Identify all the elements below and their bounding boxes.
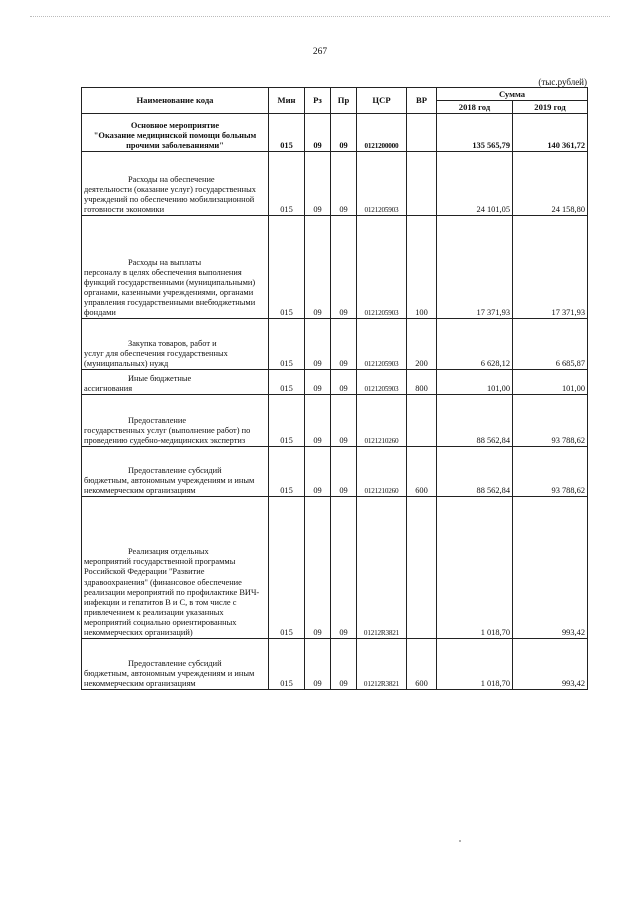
row-vr: 600	[407, 639, 437, 690]
row-pr: 09	[331, 152, 357, 216]
header-2019: 2019 год	[513, 101, 588, 114]
units-label: (тыс.рублей)	[538, 77, 587, 87]
header-min: Мин	[269, 88, 305, 114]
row-name	[82, 216, 269, 319]
row-name	[82, 370, 269, 395]
row-name-rest: бюджетным, автономным учреждениям и иным некоммерческим организациям	[84, 668, 255, 688]
budget-table	[81, 87, 588, 690]
row-pr: 09	[331, 216, 357, 319]
table-row	[82, 216, 588, 319]
row-name	[82, 497, 269, 639]
row-2018: 17 371,93	[437, 216, 513, 319]
table-row	[82, 395, 588, 447]
row-name	[82, 395, 269, 447]
row-2018: 1 018,70	[437, 639, 513, 690]
row-2018: 24 101,05	[437, 152, 513, 216]
row-rz: 09	[305, 447, 331, 497]
row-csr: 0121200000	[357, 114, 407, 152]
row-min: 015	[269, 370, 305, 395]
row-min: 015	[269, 447, 305, 497]
row-rz: 09	[305, 216, 331, 319]
row-name-rest: "Оказание медицинской помощи больным прочими заболеваниями"	[93, 130, 257, 150]
row-vr	[407, 152, 437, 216]
row-csr: 0121205903	[357, 152, 407, 216]
page-number: 267	[312, 47, 328, 57]
row-name	[82, 114, 269, 152]
row-2019: 993,42	[513, 639, 588, 690]
row-2019: 993,42	[513, 497, 588, 639]
row-name	[82, 152, 269, 216]
row-pr: 09	[331, 319, 357, 370]
row-2019: 6 685,87	[513, 319, 588, 370]
row-pr: 09	[331, 395, 357, 447]
row-2019: 24 158,80	[513, 152, 588, 216]
table-row	[82, 370, 588, 395]
row-name-lead: Предоставление субсидий	[128, 465, 222, 475]
row-csr: 0121205903	[357, 370, 407, 395]
row-name-rest: ассигнования	[84, 383, 133, 393]
row-name-rest: государственных услуг (выполнение работ) по проведению судебно-медицинских экспертиз	[84, 425, 251, 445]
table-row	[82, 114, 588, 152]
row-name-lead: Расходы на обеспечение	[128, 174, 215, 184]
row-name-rest: мероприятий государственной программы Российской Федерации "Развитие здравоохранения" (финансовое обеспечение реализации мероприятий по профилактике ВИЧ-инфекции и гепатитов В и С, в том числе с привлечением к реализации указанных мероприятий социально ориентированных некоммерческих организаций)	[84, 557, 260, 637]
row-csr: 01212R3821	[357, 497, 407, 639]
row-2019: 140 361,72	[513, 114, 588, 152]
row-csr: 0121205903	[357, 319, 407, 370]
table-row	[82, 152, 588, 216]
row-name-rest: деятельности (оказание услуг) государственных учреждений по обеспечению мобилизационной готовности экономики	[84, 184, 256, 214]
row-2018: 88 562,84	[437, 447, 513, 497]
row-rz: 09	[305, 152, 331, 216]
row-min: 015	[269, 497, 305, 639]
row-vr: 600	[407, 447, 437, 497]
row-csr: 0121210260	[357, 395, 407, 447]
row-pr: 09	[331, 497, 357, 639]
scan-speck	[459, 840, 461, 842]
table-row	[82, 319, 588, 370]
table-row	[82, 497, 588, 639]
row-vr	[407, 497, 437, 639]
row-rz: 09	[305, 639, 331, 690]
header-name: Наименование кода	[82, 88, 269, 114]
row-name-lead: Расходы на выплаты	[128, 257, 202, 267]
row-rz: 09	[305, 395, 331, 447]
row-2018: 101,00	[437, 370, 513, 395]
row-2018: 6 628,12	[437, 319, 513, 370]
row-csr: 01212R3821	[357, 639, 407, 690]
row-vr: 800	[407, 370, 437, 395]
row-min: 015	[269, 639, 305, 690]
row-name-lead: Предоставление субсидий	[128, 658, 222, 668]
row-min: 015	[269, 152, 305, 216]
row-pr: 09	[331, 114, 357, 152]
row-name-rest: услуг для обеспечения государственных (муниципальных) нужд	[84, 348, 228, 368]
row-name	[82, 319, 269, 370]
row-2018: 1 018,70	[437, 497, 513, 639]
row-vr: 200	[407, 319, 437, 370]
row-vr	[407, 395, 437, 447]
row-name-rest: персоналу в целях обеспечения выполнения функций государственными (муниципальными) органами, казенными учреждениями, органами управления государственными внебюджетными фондами	[84, 267, 256, 317]
row-csr: 0121205903	[357, 216, 407, 319]
row-min: 015	[269, 114, 305, 152]
row-name-lead: Основное мероприятие	[130, 120, 220, 130]
row-name-lead: Реализация отдельных	[128, 547, 209, 557]
row-name-lead: Закупка товаров, работ и	[128, 338, 217, 348]
row-2019: 101,00	[513, 370, 588, 395]
row-pr: 09	[331, 639, 357, 690]
row-rz: 09	[305, 370, 331, 395]
row-2019: 93 788,62	[513, 395, 588, 447]
row-name-rest: бюджетным, автономным учреждениям и иным некоммерческим организациям	[84, 475, 255, 495]
header-vr: ВР	[407, 88, 437, 114]
row-min: 015	[269, 319, 305, 370]
row-2018: 135 565,79	[437, 114, 513, 152]
header-sum: Сумма	[437, 88, 588, 101]
header-pr: Пр	[331, 88, 357, 114]
header-2018: 2018 год	[437, 101, 513, 114]
row-rz: 09	[305, 114, 331, 152]
row-name	[82, 447, 269, 497]
table-row	[82, 447, 588, 497]
row-min: 015	[269, 216, 305, 319]
row-2018: 88 562,84	[437, 395, 513, 447]
row-vr: 100	[407, 216, 437, 319]
row-pr: 09	[331, 447, 357, 497]
row-vr	[407, 114, 437, 152]
row-rz: 09	[305, 319, 331, 370]
row-csr: 0121210260	[357, 447, 407, 497]
table-row	[82, 639, 588, 690]
scan-top-edge	[30, 16, 610, 17]
row-name-lead: Иные бюджетные	[128, 373, 192, 383]
row-name-lead: Предоставление	[128, 415, 187, 425]
row-rz: 09	[305, 497, 331, 639]
row-2019: 93 788,62	[513, 447, 588, 497]
row-pr: 09	[331, 370, 357, 395]
row-2019: 17 371,93	[513, 216, 588, 319]
header-csr: ЦСР	[357, 88, 407, 114]
row-min: 015	[269, 395, 305, 447]
row-name	[82, 639, 269, 690]
header-rz: Рз	[305, 88, 331, 114]
